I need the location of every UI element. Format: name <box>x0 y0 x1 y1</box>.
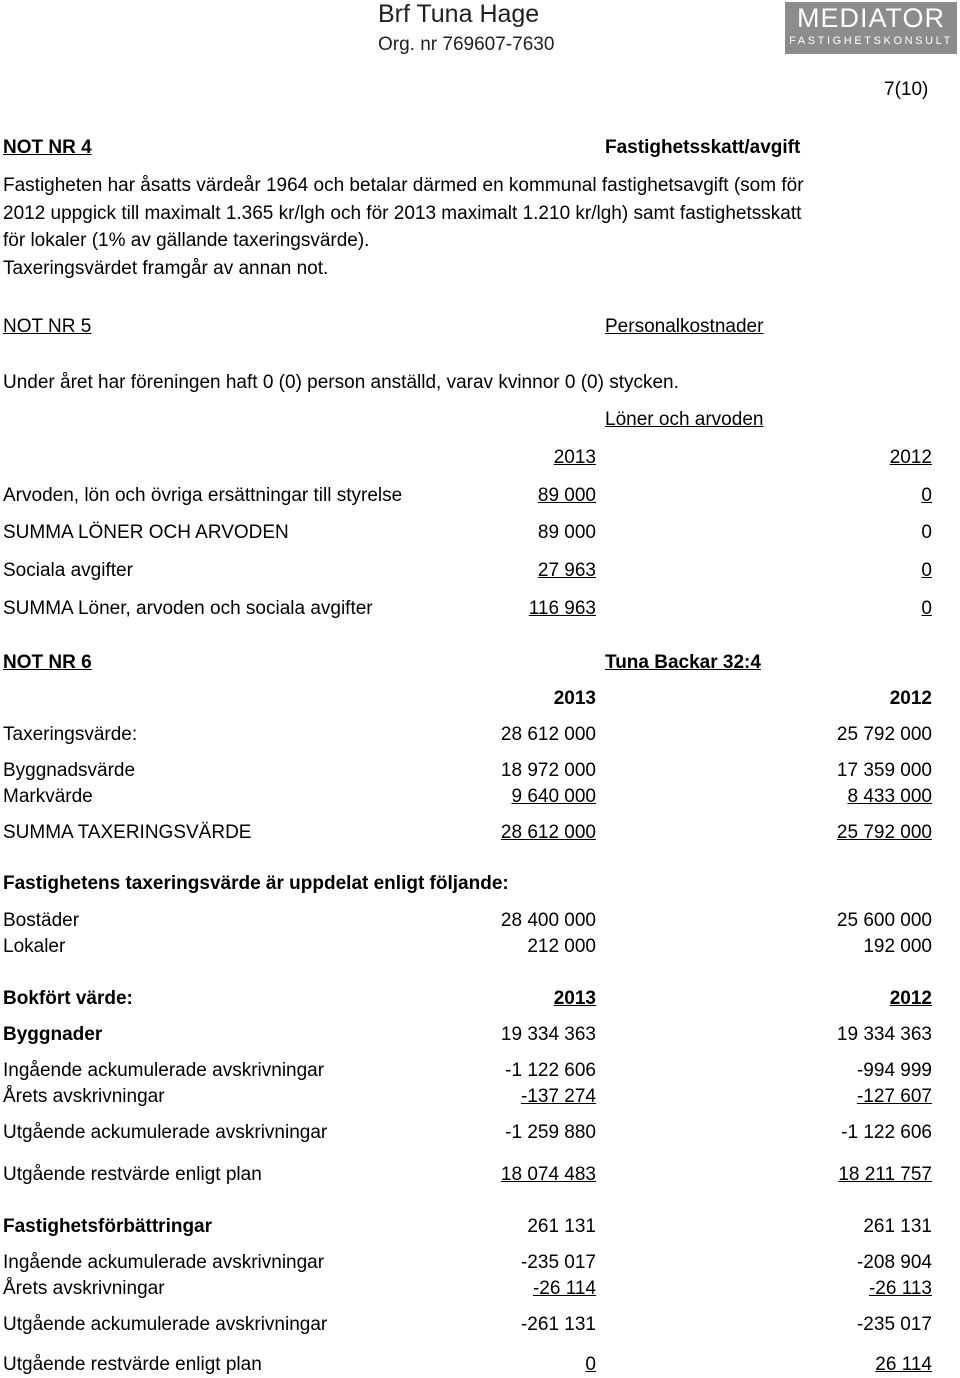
note5-row-value-2013: 89 000 <box>537 522 596 543</box>
note5-row-label: Sociala avgifter <box>3 560 133 581</box>
note5-row-value-2013: 89 000 <box>537 485 596 506</box>
buildings-row-value-2012: -994 999 <box>856 1060 932 1081</box>
note6-row-label: Taxeringsvärde: <box>3 724 138 745</box>
note5-subheading: Löner och arvoden <box>605 409 764 430</box>
buildings-row-value-2013: -1 259 880 <box>505 1122 596 1143</box>
buildings-row-value-2012: -127 607 <box>856 1086 932 1107</box>
note4-line-3: för lokaler (1% av gällande taxeringsvärde). <box>3 230 370 251</box>
note5-text: Under året har föreningen haft 0 (0) person anställd, varav kvinnor 0 (0) stycken. <box>3 372 679 393</box>
note6-row-value-2013: 28 612 000 <box>500 822 596 843</box>
improvements-row-value-2012: 26 114 <box>875 1354 932 1375</box>
note5-row-value-2012: 0 <box>921 485 932 506</box>
improvements-value-2013: 261 131 <box>527 1216 596 1237</box>
note6-split-value-2012: 25 600 000 <box>836 910 932 931</box>
buildings-row-value-2013: -1 122 606 <box>505 1060 596 1081</box>
note5-row-label: SUMMA LÖNER OCH ARVODEN <box>3 522 289 543</box>
note6-row-value-2013: 28 612 000 <box>500 724 596 745</box>
improvements-label: Fastighetsförbättringar <box>3 1216 213 1237</box>
book-year-2013: 2013 <box>553 988 596 1009</box>
buildings-row-value-2012: 18 211 757 <box>838 1164 932 1185</box>
buildings-row-value-2012: -1 122 606 <box>841 1122 932 1143</box>
note5-heading: Personalkostnader <box>605 316 764 337</box>
improvements-value-2012: 261 131 <box>863 1216 932 1237</box>
note5-year-2012: 2012 <box>889 447 932 468</box>
note6-row-value-2012: 17 359 000 <box>836 760 932 781</box>
note5-year-2013: 2013 <box>553 447 596 468</box>
logo-sub-text: FASTIGHETSKONSULT <box>789 35 953 47</box>
note6-heading: Tuna Backar 32:4 <box>605 652 761 673</box>
note4-line-4: Taxeringsvärdet framgår av annan not. <box>3 258 329 279</box>
mediator-logo <box>785 2 957 54</box>
note6-split-label: Bostäder <box>3 910 80 931</box>
note5-label: NOT NR 5 <box>3 316 92 337</box>
note5-row-value-2012: 0 <box>921 560 932 581</box>
note5-row-value-2013: 116 963 <box>528 598 596 619</box>
buildings-value-2013: 19 334 363 <box>500 1024 596 1045</box>
improvements-row-value-2013: -261 131 <box>520 1314 596 1335</box>
note4-label: NOT NR 4 <box>3 137 92 158</box>
note5-row-value-2013: 27 963 <box>537 560 596 581</box>
note5-row-label: SUMMA Löner, arvoden och sociala avgifter <box>3 598 373 619</box>
note5-row-value-2012: 0 <box>921 522 932 543</box>
note6-row-value-2012: 25 792 000 <box>836 724 932 745</box>
note6-split-value-2013: 212 000 <box>527 936 596 957</box>
note4-heading: Fastighetsskatt/avgift <box>605 137 801 158</box>
note6-row-value-2013: 18 972 000 <box>500 760 596 781</box>
improvements-row-label: Ingående ackumulerade avskrivningar <box>3 1252 325 1273</box>
note5-row-label: Arvoden, lön och övriga ersättningar till styrelse <box>3 485 403 506</box>
logo-main-text: MEDIATOR <box>796 3 945 33</box>
note6-row-value-2012: 25 792 000 <box>836 822 932 843</box>
note6-label: NOT NR 6 <box>3 652 92 673</box>
org-number: Org. nr 769607-7630 <box>378 34 555 55</box>
buildings-row-label: Årets avskrivningar <box>3 1086 165 1107</box>
note6-row-value-2013: 9 640 000 <box>511 786 596 807</box>
note5-row-value-2012: 0 <box>921 598 932 619</box>
improvements-row-value-2012: -208 904 <box>856 1252 932 1273</box>
improvements-row-label: Årets avskrivningar <box>3 1278 165 1299</box>
buildings-label: Byggnader <box>3 1024 103 1045</box>
improvements-row-value-2012: -26 113 <box>868 1278 932 1299</box>
note6-row-value-2012: 8 433 000 <box>847 786 932 807</box>
note6-split-value-2013: 28 400 000 <box>500 910 596 931</box>
improvements-row-value-2012: -235 017 <box>856 1314 932 1335</box>
note6-split-value-2012: 192 000 <box>863 936 932 957</box>
buildings-row-value-2013: 18 074 483 <box>500 1164 596 1185</box>
note4-line-1: Fastigheten har åsatts värdeår 1964 och betalar därmed en kommunal fastighetsavgift (som för <box>3 175 804 196</box>
improvements-row-label: Utgående ackumulerade avskrivningar <box>3 1314 328 1335</box>
note6-year-2013: 2013 <box>553 688 596 709</box>
note6-split-heading: Fastighetens taxeringsvärde är uppdelat enligt följande: <box>3 873 509 894</box>
improvements-row-label: Utgående restvärde enligt plan <box>3 1354 262 1375</box>
buildings-row-label: Utgående ackumulerade avskrivningar <box>3 1122 328 1143</box>
book-year-2012: 2012 <box>889 988 932 1009</box>
note4-line-2: 2012 uppgick till maximalt 1.365 kr/lgh och för 2013 maximalt 1.210 kr/lgh) samt fastighetsskatt <box>3 203 802 224</box>
note6-book-heading: Bokfört värde: <box>3 988 133 1009</box>
improvements-row-value-2013: 0 <box>585 1354 596 1375</box>
buildings-row-label: Utgående restvärde enligt plan <box>3 1164 262 1185</box>
improvements-row-value-2013: -235 017 <box>520 1252 596 1273</box>
note6-split-label: Lokaler <box>3 936 66 957</box>
association-name: Brf Tuna Hage <box>378 0 540 28</box>
buildings-value-2012: 19 334 363 <box>836 1024 932 1045</box>
note6-row-label: Markvärde <box>3 786 93 807</box>
note6-row-label: SUMMA TAXERINGSVÄRDE <box>3 822 252 843</box>
buildings-row-value-2013: -137 274 <box>520 1086 596 1107</box>
note6-row-label: Byggnadsvärde <box>3 760 136 781</box>
buildings-row-label: Ingående ackumulerade avskrivningar <box>3 1060 325 1081</box>
note6-year-2012: 2012 <box>889 688 932 709</box>
page-number: 7(10) <box>884 79 929 100</box>
improvements-row-value-2013: -26 114 <box>532 1278 596 1299</box>
